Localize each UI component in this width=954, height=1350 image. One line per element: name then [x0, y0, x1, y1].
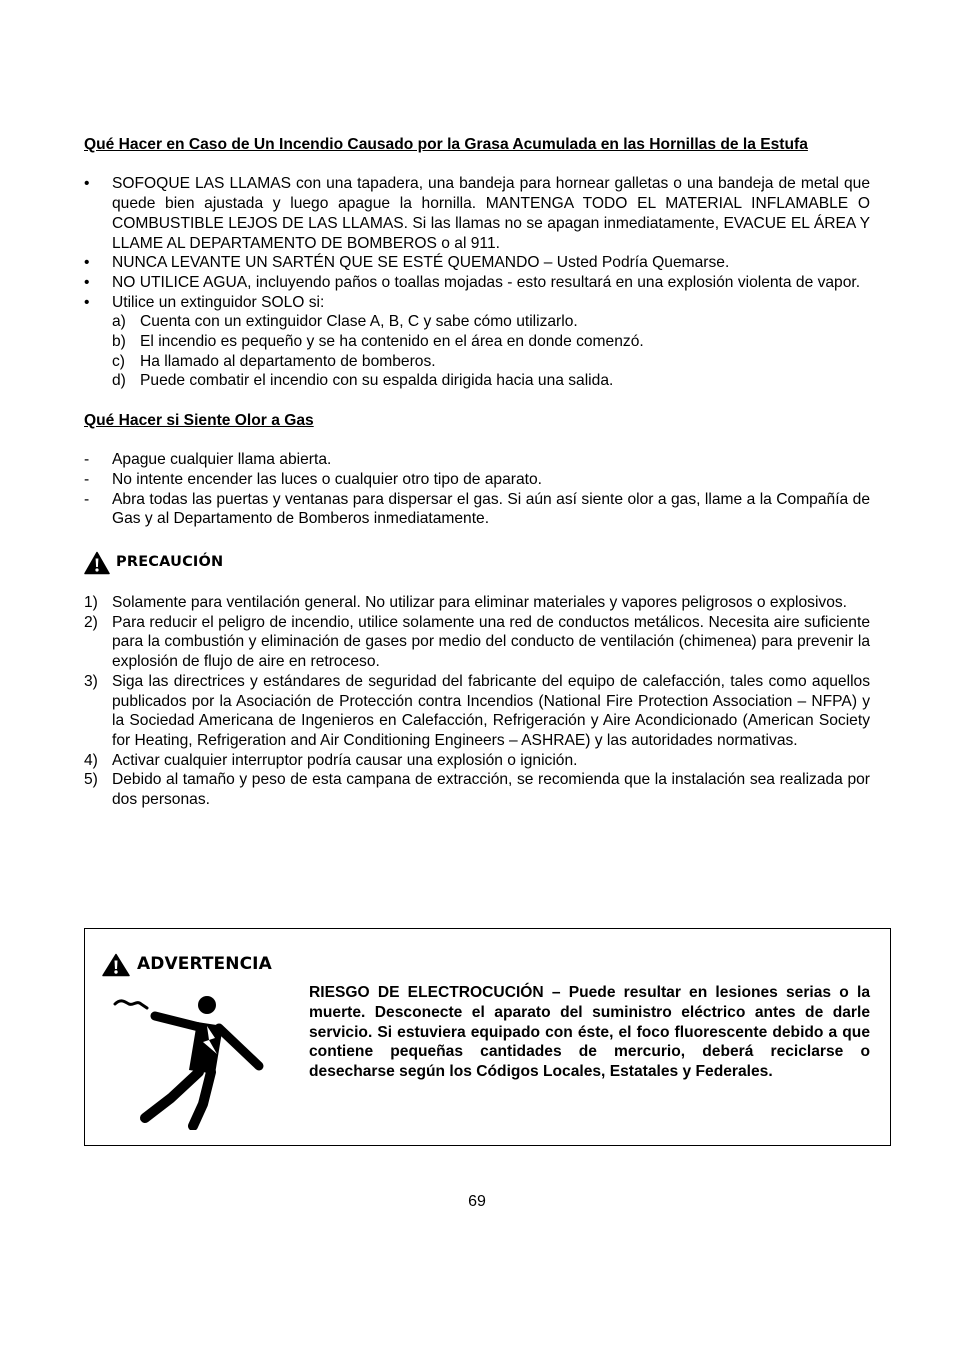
list-item [84, 770, 870, 809]
list-item [84, 470, 870, 490]
warning-triangle-icon [84, 551, 110, 575]
list-item [112, 352, 870, 372]
list-item-text: Activar cualquier interruptor podría causar una explosión o ignición. [112, 751, 578, 769]
list-item-text: NO UTILICE AGUA, incluyendo paños o toallas mojadas - esto resultará en una explosión violenta de vapor. [112, 273, 861, 291]
warning-heading [102, 953, 272, 977]
caution-list [84, 593, 870, 810]
list-item [84, 253, 870, 273]
list-item-text: Puede combatir el incendio con su espalda dirigida hacia una salida. [140, 372, 614, 390]
page-content [84, 135, 870, 810]
gas-smell-list [84, 450, 870, 529]
list-item-text: Apague cualquier llama abierta. [112, 451, 332, 469]
warning-triangle-icon [102, 953, 130, 977]
electric-shock-icon [111, 992, 271, 1130]
list-item [112, 312, 870, 332]
item-mark: 5) [84, 771, 98, 789]
warning-label: ADVERTENCIA [137, 954, 272, 975]
page-number: 69 [468, 1193, 486, 1210]
list-item [84, 450, 870, 470]
list-item-text: Ha llamado al departamento de bomberos. [140, 352, 436, 370]
item-mark: c) [112, 352, 125, 370]
list-item-text: Utilice un extinguidor SOLO si: [112, 293, 325, 311]
list-item-text: El incendio es pequeño y se ha contenido en el área en donde comenzó. [140, 333, 644, 351]
list-item [84, 593, 870, 613]
bullet-mark: • [84, 175, 90, 193]
list-item-text: Abra todas las puertas y ventanas para dispersar el gas. Si aún así siente olor a gas, llame a la Compañía de Gas y al Departamento de Bomberos inmediatamente. [112, 490, 870, 528]
list-item [112, 371, 870, 391]
item-mark: d) [112, 372, 126, 390]
dash-mark: - [84, 451, 90, 469]
dash-mark: - [84, 490, 90, 508]
warning-box [84, 928, 891, 1146]
list-item [84, 273, 870, 293]
item-mark: 4) [84, 751, 98, 769]
caution-label: PRECAUCIÓN [116, 554, 224, 571]
grease-fire-heading: Qué Hacer en Caso de Un Incendio Causado por la Grasa Acumulada en las Hornillas de la Estufa [84, 136, 808, 153]
list-item [84, 613, 870, 672]
bullet-mark: • [84, 293, 90, 311]
list-item-text: Debido al tamaño y peso de esta campana de extracción, se recomienda que la instalación sea realizada por dos personas. [112, 771, 870, 809]
list-item [84, 293, 870, 392]
item-mark: b) [112, 333, 126, 351]
list-item [84, 490, 870, 529]
item-mark: 1) [84, 594, 98, 612]
grease-fire-list [84, 174, 870, 391]
gas-smell-heading: Qué Hacer si Siente Olor a Gas [84, 411, 314, 429]
bullet-mark: • [84, 273, 90, 291]
list-item-text: Solamente para ventilación general. No utilizar para eliminar materiales y vapores peligrosos o explosivos. [112, 594, 848, 612]
list-item-text: NUNCA LEVANTE UN SARTÉN QUE SE ESTÉ QUEMANDO – Usted Podría Quemarse. [112, 254, 730, 272]
dash-mark: - [84, 470, 90, 488]
list-item-text: No intente encender las luces o cualquier otro tipo de aparato. [112, 470, 542, 488]
item-mark: 2) [84, 613, 98, 631]
item-mark: 3) [84, 672, 98, 690]
list-item-text: Cuenta con un extinguidor Clase A, B, C y sabe cómo utilizarlo. [140, 313, 578, 331]
list-item-text: SOFOQUE LAS LLAMAS con una tapadera, una bandeja para hornear galletas o una bandeja de metal que quede bien ajustada y luego apague la hornilla. MANTENGA TODO EL MATERIAL INFLAMABLE O COMBUSTIBLE LEJOS DE LAS LLAMAS. Si las llamas no se apagan inmediatamente, EVACUE EL ÁREA Y LLAME AL DEPARTAMENTO DE BOMBEROS o al 911. [112, 175, 870, 252]
list-item-text: Para reducir el peligro de incendio, utilice solamente una red de conductos metálicos. Necesita aire suficiente para la combustión y eliminación de gases por medio del conducto de ventilación (chimenea) para prevenir la explosión de flujo de aire en retroceso. [112, 613, 870, 671]
electrocution-warning-text: RIESGO DE ELECTROCUCIÓN – Puede resultar en lesiones serias o la muerte. Desconecte el aparato del suministro eléctrico antes de darle servicio. Si estuviera equipado con éste, el foco fluorescente debido a que contiene pequeñas cantidades de mercurio, deberá reciclarse o desecharse según los Códigos Locales, Estatales y Federales. [309, 984, 870, 1081]
list-item [84, 751, 870, 771]
list-item [84, 672, 870, 751]
list-item [112, 332, 870, 352]
list-item [84, 174, 870, 253]
extinguisher-conditions [112, 312, 870, 391]
caution-heading [84, 551, 870, 575]
item-mark: a) [112, 313, 126, 331]
list-item-text: Siga las directrices y estándares de seguridad del fabricante del equipo de calefacción, tales como aquellos publicados por la Asociación de Protección contra Incendios (National Fire Protection Association – NFPA) y la Sociedad Americana de Ingenieros en Calefacción, Refrigeración y Aire Acondicionado (American Society for Heating, Refrigeration and Air Conditioning Engineers – ASHRAE) y las autoridades normativas. [112, 672, 870, 749]
bullet-mark: • [84, 254, 90, 272]
